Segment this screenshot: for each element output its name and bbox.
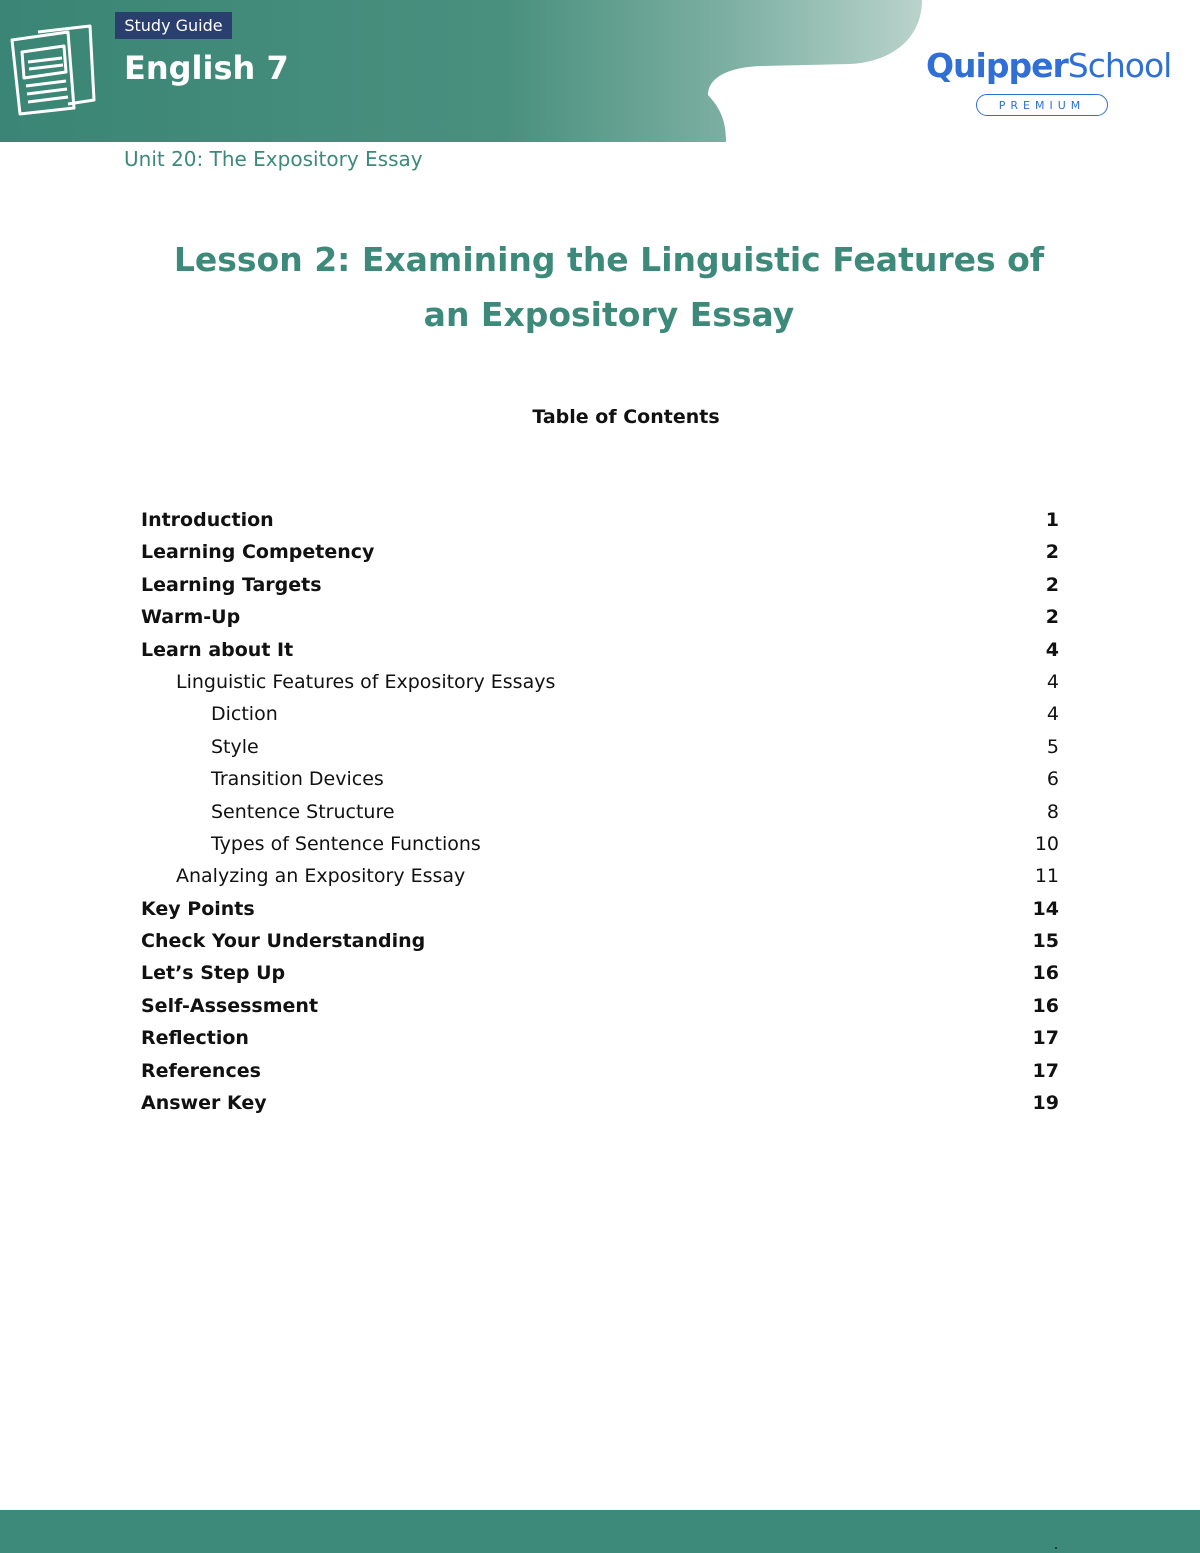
logo-brand-bold: Quipper [926, 46, 1068, 85]
toc-entry[interactable] [141, 925, 1059, 957]
study-guide-pages-icon [8, 22, 100, 116]
toc-entry-label: Style [211, 735, 259, 758]
toc-subentry[interactable] [141, 731, 1059, 763]
subject-title: English 7 [124, 49, 289, 87]
toc-entry-label: Linguistic Features of Expository Essays [176, 670, 556, 693]
table-of-contents [141, 504, 1059, 1119]
toc-entry-page: 5 [1046, 735, 1059, 758]
premium-tier-badge: PREMIUM [976, 94, 1108, 116]
logo-brand-regular: School [1067, 46, 1172, 85]
toc-entry[interactable] [141, 536, 1059, 568]
toc-entry-label: Introduction [141, 509, 274, 531]
toc-entry-page: 2 [1045, 541, 1059, 564]
toc-entry-page: 17 [1032, 1027, 1059, 1050]
toc-entry-page: 4 [1045, 638, 1059, 661]
toc-entry-page: 2 [1045, 573, 1059, 596]
toc-entry-page: 17 [1032, 1059, 1059, 1082]
toc-entry-label: Check Your Understanding [141, 930, 426, 953]
toc-entry-label: Reflection [141, 1027, 249, 1050]
toc-subentry[interactable] [141, 828, 1059, 860]
toc-entry[interactable] [141, 990, 1059, 1022]
toc-entry-label: Learning Targets [141, 573, 322, 596]
quipper-school-logo [926, 44, 1172, 122]
footer-mark [1055, 1547, 1057, 1549]
toc-entry-page: 4 [1046, 703, 1059, 726]
toc-entry[interactable] [141, 1055, 1059, 1087]
toc-entry-page: 2 [1045, 606, 1059, 629]
toc-entry-page: 16 [1032, 994, 1059, 1017]
toc-entry-label: Let’s Step Up [141, 962, 286, 985]
toc-entry-page: 11 [1034, 865, 1059, 888]
toc-entry[interactable] [141, 1087, 1059, 1119]
toc-entry[interactable] [141, 504, 1059, 536]
toc-entry-label: Sentence Structure [211, 800, 395, 823]
toc-entry-label: Self-Assessment [141, 994, 319, 1017]
toc-entry[interactable] [141, 1022, 1059, 1054]
toc-entry-page: 1 [1045, 509, 1059, 531]
toc-subentry[interactable] [141, 763, 1059, 795]
toc-subentry[interactable] [141, 860, 1059, 892]
toc-entry-label: References [141, 1059, 261, 1082]
toc-entry[interactable] [141, 634, 1059, 666]
toc-entry[interactable] [141, 569, 1059, 601]
toc-entry-label: Learn about It [141, 638, 294, 661]
toc-subentry[interactable] [141, 796, 1059, 828]
toc-entry[interactable] [141, 601, 1059, 633]
toc-entry-page: 4 [1046, 670, 1059, 693]
toc-entry-label: Warm-Up [141, 606, 241, 629]
toc-entry-page: 8 [1046, 800, 1059, 823]
toc-subentry[interactable] [141, 666, 1059, 698]
toc-subentry[interactable] [141, 698, 1059, 730]
toc-entry-page: 14 [1032, 897, 1059, 920]
toc-entry-label: Learning Competency [141, 541, 375, 564]
toc-entry-label: Types of Sentence Functions [211, 832, 481, 855]
toc-heading: Table of Contents [532, 406, 720, 428]
toc-entry[interactable] [141, 957, 1059, 989]
toc-entry-label: Key Points [141, 897, 255, 920]
toc-entry-label: Transition Devices [211, 768, 384, 791]
toc-entry-page: 16 [1032, 962, 1059, 985]
logo-wordmark [926, 44, 1171, 88]
lesson-title: Lesson 2: Examining the Linguistic Features of an Expository Essay [173, 240, 1045, 334]
toc-entry[interactable] [141, 893, 1059, 925]
toc-entry-label: Analyzing an Expository Essay [176, 865, 466, 888]
toc-entry-page: 6 [1046, 768, 1059, 791]
toc-entry-label: Diction [211, 703, 278, 726]
toc-entry-page: 10 [1034, 832, 1059, 855]
study-guide-badge: Study Guide [115, 12, 232, 39]
footer-bar [0, 1510, 1200, 1553]
unit-title: Unit 20: The Expository Essay [124, 147, 423, 171]
toc-entry-label: Answer Key [141, 1092, 267, 1115]
toc-entry-page: 15 [1032, 930, 1059, 953]
toc-entry-page: 19 [1032, 1092, 1059, 1115]
